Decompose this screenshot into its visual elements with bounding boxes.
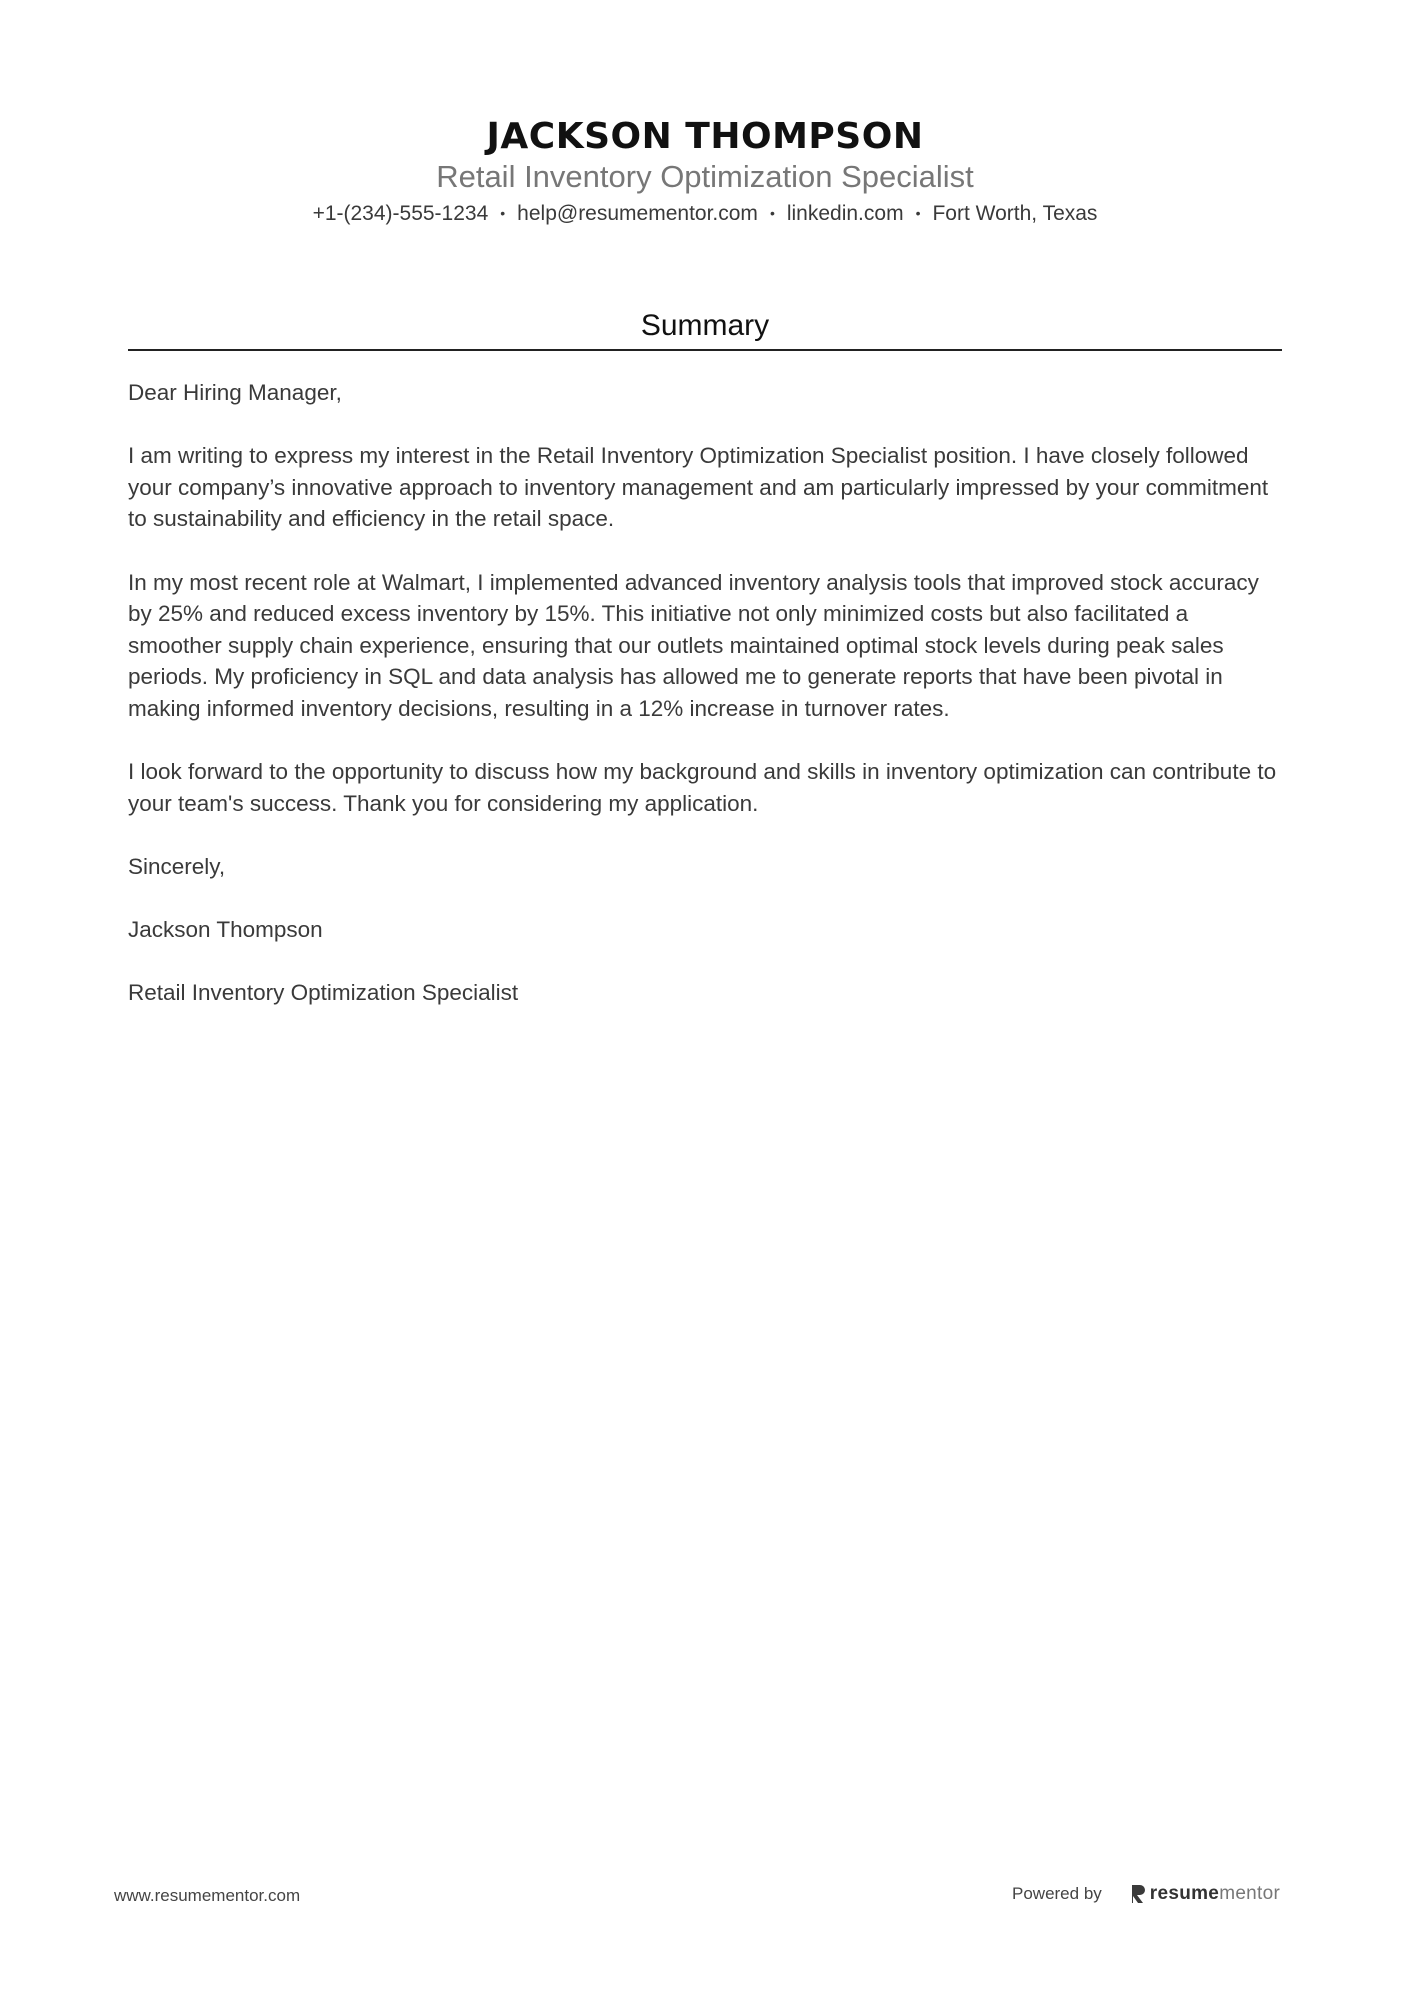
brand-name-light: mentor: [1219, 1883, 1281, 1904]
contact-separator: •: [769, 205, 775, 221]
footer-branding: [1012, 1883, 1280, 1905]
letter-paragraph-closing: I look forward to the opportunity to discuss how my background and skills in inventory optimization can contribute to your team's success. Thank you for considering my application.: [128, 759, 1277, 816]
section-title: Summary: [640, 309, 770, 342]
resume-header: [0, 116, 1410, 229]
contact-separator: •: [915, 205, 921, 221]
footer-website[interactable]: www.resumementor.com: [114, 1886, 301, 1905]
candidate-name: JACKSON THOMPSON: [486, 116, 924, 157]
contact-phone: +1-(234)-555-1234: [312, 202, 489, 225]
signature-title: Retail Inventory Optimization Specialist: [128, 980, 519, 1006]
contact-location: Fort Worth, Texas: [932, 202, 1098, 225]
contact-email[interactable]: help@resumementor.com: [517, 202, 758, 225]
contact-line: [0, 198, 1410, 229]
brand-logo[interactable]: [1130, 1883, 1280, 1905]
resumementor-logo-icon: [1130, 1884, 1146, 1904]
candidate-role: Retail Inventory Optimization Specialist: [436, 159, 974, 194]
letter-paragraph-experience: In my most recent role at Walmart, I implemented advanced inventory analysis tools that improved stock accuracy by 25% and reduced excess inventory by 15%. This initiative not only minimized costs but also facilitated a smoother supply chain experience, ensuring that our outlets maintained optimal stock levels during peak sales periods. My proficiency in SQL and data analysis has allowed me to generate reports that have been pivotal in making informed inventory decisions, resulting in a 12% increase in turnover rates.: [128, 569, 1259, 721]
letter-body: [128, 377, 1282, 1040]
section-divider: [128, 349, 1282, 351]
powered-by-label: Powered by: [1012, 1884, 1102, 1903]
letter-salutation: Dear Hiring Manager,: [128, 380, 342, 405]
letter-paragraph-intro: I am writing to express my interest in the Retail Inventory Optimization Specialist position. I have closely followed your company’s innovative approach to inventory management and am particularly impressed by your commitment to sustainability and efficiency in the retail space.: [128, 443, 1269, 532]
brand-name-bold: resume: [1149, 1883, 1220, 1904]
contact-separator: •: [500, 205, 506, 221]
signature-name: Jackson Thompson: [128, 917, 323, 943]
contact-linkedin[interactable]: linkedin.com: [786, 202, 904, 225]
letter-closing: Sincerely,: [128, 853, 226, 879]
